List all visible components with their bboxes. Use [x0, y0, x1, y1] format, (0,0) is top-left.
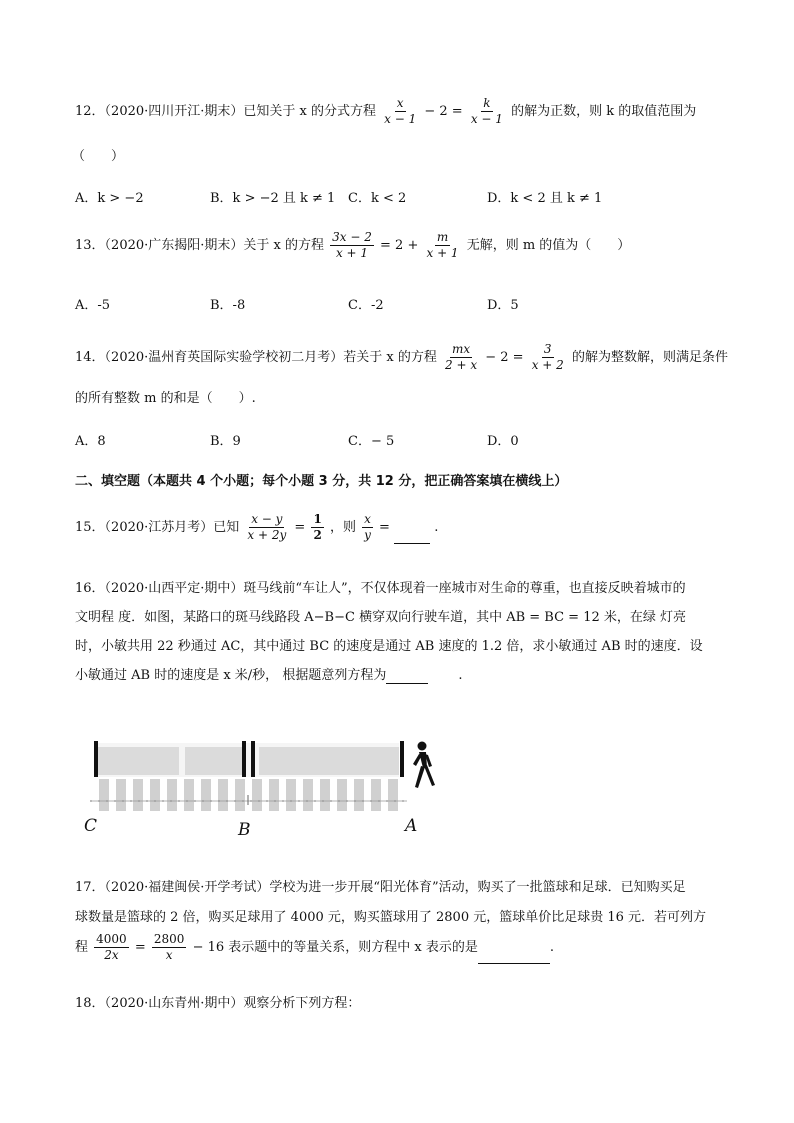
q17-fraction-2: $\frac{2800}{x}$ — [153, 932, 185, 962]
q12-paren: （ ） — [72, 149, 125, 164]
q14-line — [75, 342, 728, 373]
q15-end: = — [379, 520, 390, 535]
figure-label-b: B — [238, 820, 251, 840]
q14-label: 14．（2020·温州育英国际实验学校初二月考）若关于 x 的方程 — [75, 350, 437, 365]
q16-line-4: 小敏通过 AB 时的速度是 x 米/秒， 根据题意列方程为 . — [75, 668, 463, 683]
walker-icon — [413, 742, 435, 789]
q17-fraction-1: $\frac{4000}{2x}$ — [96, 932, 127, 962]
q15-fraction-3: $\frac{x}{y}$ — [364, 512, 371, 542]
figure-label-c: C — [84, 816, 98, 836]
q16-line-1: 16．（2020·山西平定·期中）斑马线前“车让人”，不仅体现着一座城市对生命的尊重，也直接反映着城市的 — [75, 581, 686, 596]
crosswalk-figure — [85, 735, 445, 839]
q17-answer-blank[interactable] — [478, 933, 550, 964]
q15-answer-blank[interactable] — [394, 513, 430, 544]
q16-line-2: 文明程 度．如图，某路口的斑马线路段 A−B−C 横穿双向行驶车道，其中 AB = BC = 12 米，在绿 灯亮 — [75, 610, 687, 625]
q15-mid: ，则 — [329, 520, 356, 535]
q13-option-c[interactable]: C．-2 — [348, 298, 384, 313]
q15-fraction-1: $\frac{x - y}{x + 2y}$ — [247, 512, 287, 542]
q16-line-3: 时，小敏共用 22 秒通过 AC，其中通过 BC 的速度是通过 AB 速度的 1.2 倍，求小敏通过 AB 时的速度．设 — [75, 639, 703, 654]
q15-period: . — [434, 520, 439, 535]
section-2-title: 二、填空题（本题共 4 个小题；每个小题 3 分，共 12 分，把正确答案填在横线上） — [75, 474, 568, 489]
q12-middle: − 2 = — [424, 104, 463, 119]
crosswalk-diagram — [85, 735, 445, 835]
q15-eq: = — [294, 520, 306, 535]
q13-option-b[interactable]: B．-8 — [210, 298, 246, 313]
q14-option-a[interactable]: A．8 — [75, 434, 106, 449]
q14-line-2: 的所有整数 m 的和是（ ）. — [75, 391, 256, 406]
q12-option-b[interactable]: B．k > −2 且 k ≠ 1 — [210, 191, 336, 206]
q17-line-3: 程 $\frac{4000}{2x}$ = $\frac{2800}{x}$ − 16 表示题中的等量关系，则方程中 x 表示的是 . — [75, 932, 555, 962]
q12-fraction-1: $\frac{x}{x - 1}$ — [384, 96, 417, 126]
q17-line-2: 球数量是篮球的 2 倍，购买足球用了 4000 元，购买篮球用了 2800 元，篮球单价比足球贵 16 元．若可列方 — [75, 910, 707, 925]
q13-label: 13．（2020·广东揭阳·期末）关于 x 的方程 — [75, 238, 324, 253]
q12-option-a[interactable]: A．k > −2 — [75, 191, 144, 206]
q14-tail: 的解为整数解，则满足条件 — [571, 350, 728, 365]
q15-fraction-2: $\frac{1}{2}$ — [313, 512, 322, 542]
q12-option-c[interactable]: C．k < 2 — [348, 191, 407, 206]
q16-answer-blank[interactable] — [386, 668, 428, 684]
q14-option-c[interactable]: C．− 5 — [348, 434, 395, 449]
q13-fraction-2: $\frac{m}{x + 1}$ — [426, 230, 459, 260]
q13-line — [75, 230, 630, 261]
q13-fraction-1: $\frac{3x - 2}{x + 1}$ — [332, 230, 372, 260]
q12-fraction-2: $\frac{k}{x - 1}$ — [470, 96, 503, 126]
figure-label-a: A — [405, 816, 418, 836]
q12-tail: 的解为正数，则 k 的取值范围为 — [511, 104, 697, 119]
q17-line-1: 17．（2020·福建闽侯·开学考试）学校为进一步开展“阳光体育”活动，购买了一批篮球和足球．已知购买足 — [75, 880, 686, 895]
q14-middle: − 2 = — [485, 350, 524, 365]
q14-fraction-2: $\frac{3}{x + 2}$ — [531, 342, 564, 372]
q14-option-b[interactable]: B．9 — [210, 434, 241, 449]
q18-line: 18．（2020·山东青州·期中）观察分析下列方程： — [75, 996, 361, 1011]
q13-option-a[interactable]: A．-5 — [75, 298, 111, 313]
q12-option-d[interactable]: D．k < 2 且 k ≠ 1 — [487, 191, 603, 206]
q14-fraction-1: $\frac{mx}{2 + x}$ — [445, 342, 478, 372]
q12-line — [75, 96, 696, 127]
q13-middle: = 2 + — [380, 238, 419, 253]
q14-option-d[interactable]: D．0 — [487, 434, 519, 449]
q15-label: 15．（2020·江苏月考）已知 — [75, 520, 240, 535]
q15-line — [75, 512, 438, 544]
q13-option-d[interactable]: D．5 — [487, 298, 519, 313]
q12-label: 12．（2020·四川开江·期末）已知关于 x 的分式方程 — [75, 104, 376, 119]
q13-tail: 无解，则 m 的值为（ ） — [466, 238, 631, 253]
